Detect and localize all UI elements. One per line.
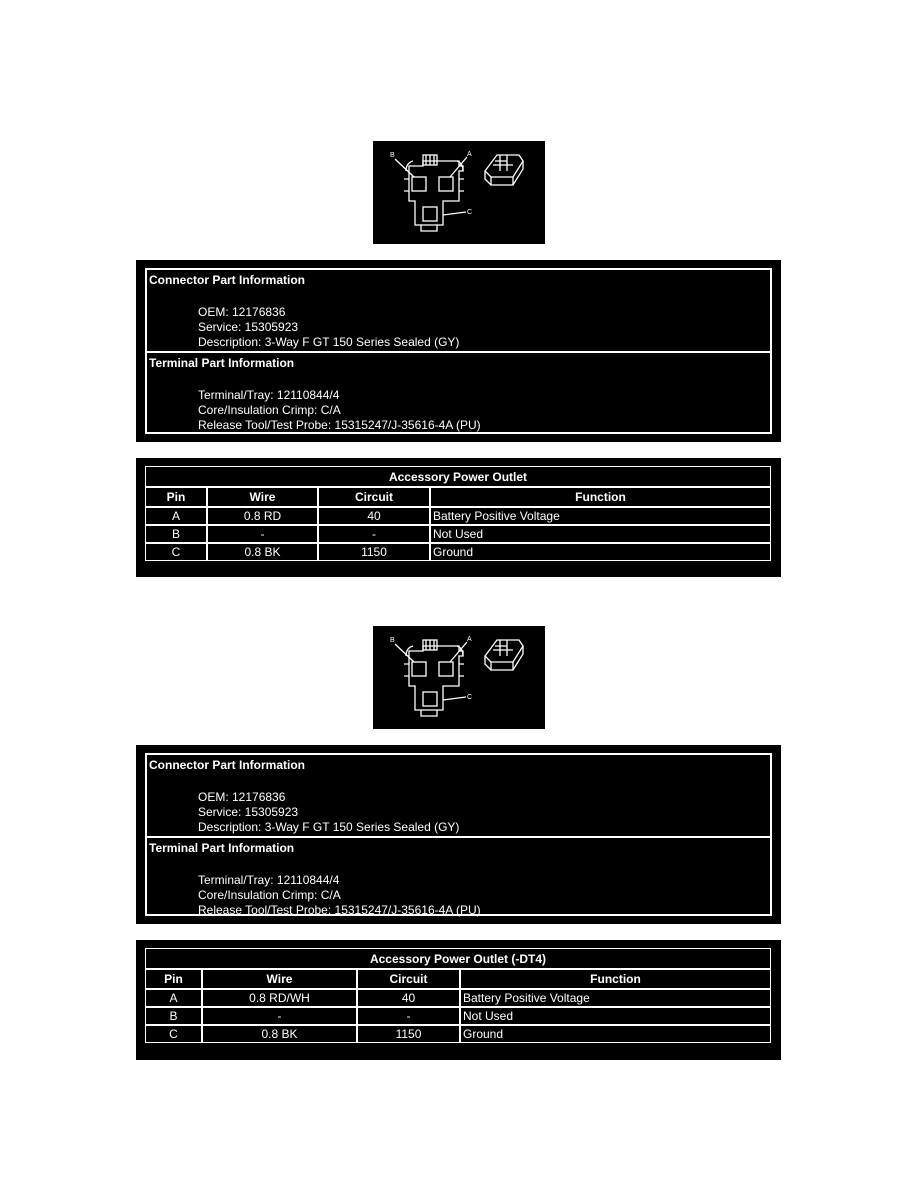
pin-table [145,948,771,1043]
terminal-tray-line: Terminal/Tray: 12110844/4 [198,388,340,402]
pin-label-a: A [467,151,472,158]
table-title-row [145,466,771,487]
pin-cell: C [145,543,207,561]
function-cell: Battery Positive Voltage [460,989,771,1007]
connector-part-heading: Connector Part Information [149,273,306,287]
release-tool-line: Release Tool/Test Probe: 15315247/J-35616-4A (PU) [198,418,481,432]
description-line: Description: 3-Way F GT 150 Series Sealed (GY) [198,335,460,349]
pin-label-c: C [467,209,473,216]
connector-part-section [147,755,770,836]
function-cell: Not Used [430,525,771,543]
wire-cell: 0.8 RD/WH [202,989,357,1007]
terminal-part-section [147,351,770,433]
part-info-frame [145,753,772,916]
table-row [145,507,771,525]
connector-face-drawing [373,141,545,244]
pin-label-b: B [390,637,395,644]
connector-diagram-2 [373,626,545,729]
service-line: Service: 15305923 [198,320,299,334]
wire-cell: 0.8 BK [202,1025,357,1043]
terminal-part-details [198,873,481,918]
circuit-cell: 1150 [357,1025,460,1043]
description-line: Description: 3-Way F GT 150 Series Sealed (GY) [198,820,460,834]
release-tool-line: Release Tool/Test Probe: 15315247/J-35616-4A (PU) [198,903,481,917]
pin-label-a: A [467,636,472,643]
pin-cell: B [145,525,207,543]
header-circuit: Circuit [318,487,430,507]
header-function: Function [460,969,771,989]
circuit-cell: - [318,525,430,543]
function-cell: Ground [460,1025,771,1043]
table-title: Accessory Power Outlet [145,466,771,487]
table-row [145,543,771,561]
crimp-line: Core/Insulation Crimp: C/A [198,403,341,417]
connector-diagram-1 [373,141,545,244]
connector-face-drawing [373,626,545,729]
pin-label-c: C [467,694,473,701]
header-wire: Wire [207,487,318,507]
pin-cell: A [145,507,207,525]
wire-cell: - [207,525,318,543]
circuit-cell: 1150 [318,543,430,561]
part-info-panel-1 [136,260,781,442]
table-row [145,525,771,543]
header-wire: Wire [202,969,357,989]
terminal-part-details [198,388,481,433]
pin-cell: A [145,989,202,1007]
circuit-cell: 40 [318,507,430,525]
table-header-row [145,487,771,507]
pin-cell: C [145,1025,202,1043]
function-cell: Battery Positive Voltage [430,507,771,525]
table-row [145,989,771,1007]
pin-table [145,466,771,561]
terminal-part-heading: Terminal Part Information [149,841,295,855]
header-function: Function [430,487,771,507]
table-header-row [145,969,771,989]
header-pin: Pin [145,487,207,507]
circuit-cell: 40 [357,989,460,1007]
pin-table-panel-2 [136,940,781,1060]
service-line: Service: 15305923 [198,805,299,819]
part-info-frame [145,268,772,434]
oem-line: OEM: 12176836 [198,790,286,804]
function-cell: Not Used [460,1007,771,1025]
part-info-panel-2 [136,745,781,924]
terminal-tray-line: Terminal/Tray: 12110844/4 [198,873,340,887]
table-row [145,1025,771,1043]
connector-part-details [198,790,459,835]
connector-part-details [198,305,459,350]
wire-cell: 0.8 RD [207,507,318,525]
circuit-cell: - [357,1007,460,1025]
terminal-part-section [147,836,770,916]
connector-part-section [147,270,770,351]
crimp-line: Core/Insulation Crimp: C/A [198,888,341,902]
wire-cell: 0.8 BK [207,543,318,561]
header-circuit: Circuit [357,969,460,989]
connector-part-heading: Connector Part Information [149,758,306,772]
function-cell: Ground [430,543,771,561]
oem-line: OEM: 12176836 [198,305,286,319]
table-title-row [145,948,771,969]
pin-cell: B [145,1007,202,1025]
table-title: Accessory Power Outlet (-DT4) [145,948,771,969]
pin-table-panel-1 [136,458,781,577]
pin-label-b: B [390,152,395,159]
header-pin: Pin [145,969,202,989]
table-row [145,1007,771,1025]
terminal-part-heading: Terminal Part Information [149,356,295,370]
wire-cell: - [202,1007,357,1025]
